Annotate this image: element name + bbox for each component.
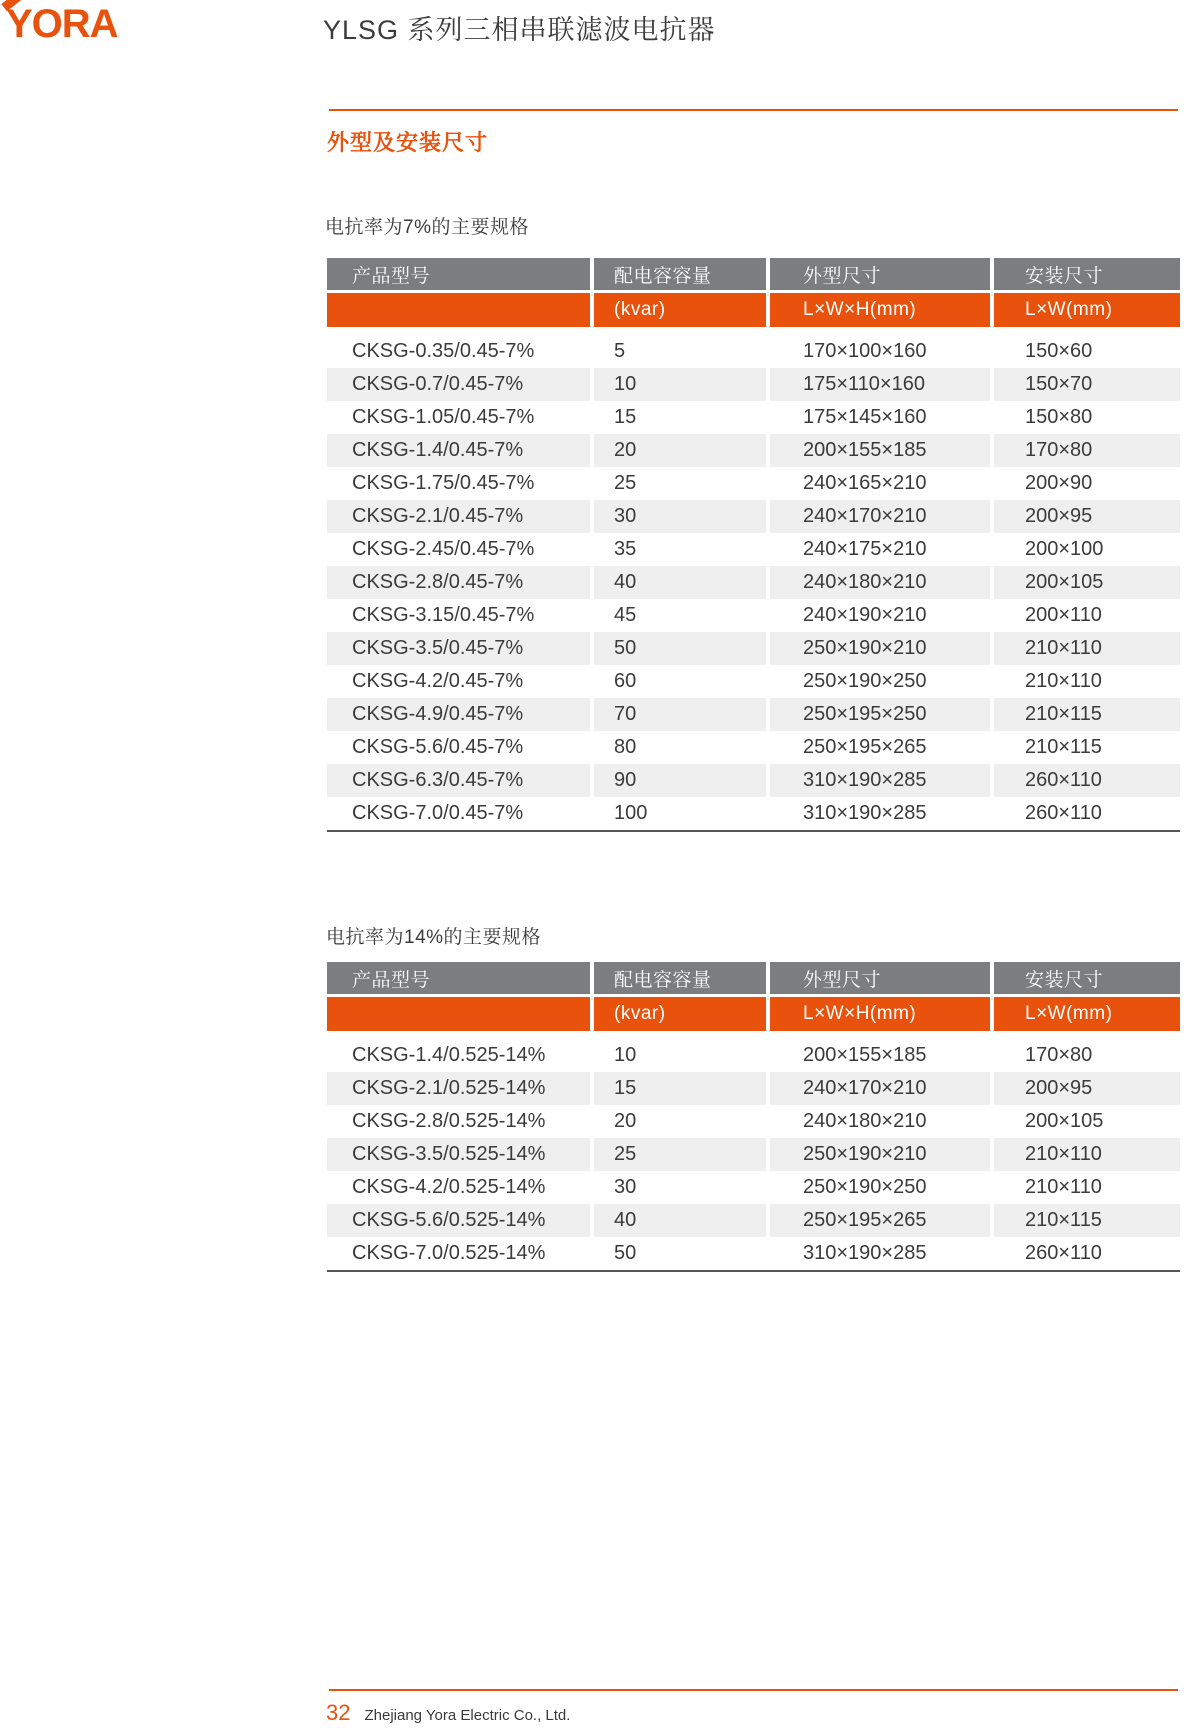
capacity-cell: 25 xyxy=(594,1138,766,1171)
model-cell: CKSG-3.15/0.45-7% xyxy=(327,599,590,632)
table-1-caption: 电抗率为7%的主要规格 xyxy=(325,217,529,238)
mounting-cell: 170×80 xyxy=(994,1039,1180,1072)
mounting-cell: 200×105 xyxy=(994,1105,1180,1138)
mounting-cell: 210×115 xyxy=(994,1204,1180,1237)
table-body xyxy=(327,1039,1180,1270)
mounting-cell: 150×70 xyxy=(994,368,1180,401)
capacity-cell: 10 xyxy=(594,368,766,401)
capacity-cell: 70 xyxy=(594,698,766,731)
dimensions-cell: 240×165×210 xyxy=(770,467,990,500)
table-subheader-row xyxy=(327,293,1180,327)
table-row xyxy=(327,434,1180,467)
table-body xyxy=(327,335,1180,830)
table-row xyxy=(327,500,1180,533)
table-row xyxy=(327,368,1180,401)
model-cell: CKSG-2.8/0.525-14% xyxy=(327,1105,590,1138)
table-subheader-row xyxy=(327,997,1180,1031)
title-divider-rule xyxy=(329,109,1178,111)
table-row xyxy=(327,566,1180,599)
model-cell: CKSG-3.5/0.45-7% xyxy=(327,632,590,665)
model-cell: CKSG-2.8/0.45-7% xyxy=(327,566,590,599)
dimensions-cell: 310×190×285 xyxy=(770,1237,990,1270)
mounting-cell: 210×110 xyxy=(994,1171,1180,1204)
model-cell: CKSG-3.5/0.525-14% xyxy=(327,1138,590,1171)
section-heading: 外型及安装尺寸 xyxy=(327,130,489,155)
capacity-cell: 5 xyxy=(594,335,766,368)
dimensions-cell: 250×190×250 xyxy=(770,1171,990,1204)
dimensions-cell: 250×190×210 xyxy=(770,1138,990,1171)
table-row xyxy=(327,1204,1180,1237)
page-title: YLSG 系列三相串联滤波电抗器 xyxy=(323,15,716,45)
spec-table-7-percent xyxy=(327,258,1180,832)
dimensions-cell: 175×145×160 xyxy=(770,401,990,434)
mounting-cell: 150×60 xyxy=(994,335,1180,368)
model-cell: CKSG-1.05/0.45-7% xyxy=(327,401,590,434)
mounting-cell: 200×95 xyxy=(994,500,1180,533)
column-unit-dimensions: L×W×H(mm) xyxy=(770,997,990,1031)
capacity-cell: 30 xyxy=(594,500,766,533)
dimensions-cell: 250×190×210 xyxy=(770,632,990,665)
logo-text: YORA xyxy=(6,2,118,46)
column-header-model: 产品型号 xyxy=(327,962,590,994)
capacity-cell: 15 xyxy=(594,1072,766,1105)
model-cell: CKSG-0.7/0.45-7% xyxy=(327,368,590,401)
column-unit-model xyxy=(327,293,590,327)
column-header-dimensions: 外型尺寸 xyxy=(770,962,990,994)
table-row xyxy=(327,335,1180,368)
dimensions-cell: 240×170×210 xyxy=(770,1072,990,1105)
mounting-cell: 260×110 xyxy=(994,1237,1180,1270)
capacity-cell: 10 xyxy=(594,1039,766,1072)
table-header-row xyxy=(327,258,1180,290)
dimensions-cell: 250×195×250 xyxy=(770,698,990,731)
capacity-cell: 40 xyxy=(594,1204,766,1237)
dimensions-cell: 175×110×160 xyxy=(770,368,990,401)
capacity-cell: 80 xyxy=(594,731,766,764)
table-row xyxy=(327,1237,1180,1270)
spec-table-14-percent xyxy=(327,962,1180,1272)
mounting-cell: 210×110 xyxy=(994,1138,1180,1171)
header-spacer xyxy=(327,327,1180,335)
capacity-cell: 60 xyxy=(594,665,766,698)
column-header-mounting: 安装尺寸 xyxy=(994,962,1180,994)
capacity-cell: 30 xyxy=(594,1171,766,1204)
dimensions-cell: 250×195×265 xyxy=(770,731,990,764)
dimensions-cell: 250×190×250 xyxy=(770,665,990,698)
dimensions-cell: 240×180×210 xyxy=(770,566,990,599)
table-header-row xyxy=(327,962,1180,994)
model-cell: CKSG-1.4/0.45-7% xyxy=(327,434,590,467)
table-row xyxy=(327,698,1180,731)
table-row xyxy=(327,1072,1180,1105)
mounting-cell: 210×110 xyxy=(994,665,1180,698)
table-row xyxy=(327,1039,1180,1072)
capacity-cell: 50 xyxy=(594,1237,766,1270)
dimensions-cell: 240×175×210 xyxy=(770,533,990,566)
model-cell: CKSG-7.0/0.45-7% xyxy=(327,797,590,830)
capacity-cell: 40 xyxy=(594,566,766,599)
dimensions-cell: 240×180×210 xyxy=(770,1105,990,1138)
mounting-cell: 210×115 xyxy=(994,731,1180,764)
table-row xyxy=(327,665,1180,698)
capacity-cell: 35 xyxy=(594,533,766,566)
mounting-cell: 200×95 xyxy=(994,1072,1180,1105)
capacity-cell: 50 xyxy=(594,632,766,665)
page-number: 32 xyxy=(326,1700,351,1725)
column-unit-mounting: L×W(mm) xyxy=(994,997,1180,1031)
column-unit-mounting: L×W(mm) xyxy=(994,293,1180,327)
mounting-cell: 210×110 xyxy=(994,632,1180,665)
dimensions-cell: 170×100×160 xyxy=(770,335,990,368)
table-row xyxy=(327,1105,1180,1138)
dimensions-cell: 310×190×285 xyxy=(770,764,990,797)
page-footer xyxy=(326,1700,570,1726)
mounting-cell: 150×80 xyxy=(994,401,1180,434)
model-cell: CKSG-5.6/0.525-14% xyxy=(327,1204,590,1237)
table-row xyxy=(327,632,1180,665)
dimensions-cell: 250×195×265 xyxy=(770,1204,990,1237)
model-cell: CKSG-2.45/0.45-7% xyxy=(327,533,590,566)
column-unit-capacity: (kvar) xyxy=(594,997,766,1031)
capacity-cell: 20 xyxy=(594,434,766,467)
model-cell: CKSG-5.6/0.45-7% xyxy=(327,731,590,764)
mounting-cell: 260×110 xyxy=(994,797,1180,830)
table-row xyxy=(327,797,1180,830)
column-header-capacity: 配电容容量 xyxy=(594,258,766,290)
dimensions-cell: 240×190×210 xyxy=(770,599,990,632)
mounting-cell: 200×100 xyxy=(994,533,1180,566)
model-cell: CKSG-4.2/0.525-14% xyxy=(327,1171,590,1204)
model-cell: CKSG-6.3/0.45-7% xyxy=(327,764,590,797)
mounting-cell: 210×115 xyxy=(994,698,1180,731)
table-2-caption: 电抗率为14%的主要规格 xyxy=(326,927,542,948)
column-header-mounting: 安装尺寸 xyxy=(994,258,1180,290)
dimensions-cell: 200×155×185 xyxy=(770,434,990,467)
mounting-cell: 200×110 xyxy=(994,599,1180,632)
model-cell: CKSG-2.1/0.45-7% xyxy=(327,500,590,533)
dimensions-cell: 240×170×210 xyxy=(770,500,990,533)
column-header-dimensions: 外型尺寸 xyxy=(770,258,990,290)
mounting-cell: 200×105 xyxy=(994,566,1180,599)
model-cell: CKSG-4.9/0.45-7% xyxy=(327,698,590,731)
table-row xyxy=(327,533,1180,566)
column-header-model: 产品型号 xyxy=(327,258,590,290)
model-cell: CKSG-0.35/0.45-7% xyxy=(327,335,590,368)
capacity-cell: 15 xyxy=(594,401,766,434)
capacity-cell: 20 xyxy=(594,1105,766,1138)
dimensions-cell: 310×190×285 xyxy=(770,797,990,830)
model-cell: CKSG-4.2/0.45-7% xyxy=(327,665,590,698)
dimensions-cell: 200×155×185 xyxy=(770,1039,990,1072)
company-logo xyxy=(6,2,118,47)
capacity-cell: 25 xyxy=(594,467,766,500)
header-spacer xyxy=(327,1031,1180,1039)
model-cell: CKSG-7.0/0.525-14% xyxy=(327,1237,590,1270)
table-row xyxy=(327,467,1180,500)
table-row xyxy=(327,401,1180,434)
table-row xyxy=(327,1171,1180,1204)
column-header-capacity: 配电容容量 xyxy=(594,962,766,994)
table-row xyxy=(327,731,1180,764)
table-row xyxy=(327,599,1180,632)
footer-divider-rule xyxy=(329,1689,1178,1691)
footer-company-name: Zhejiang Yora Electric Co., Ltd. xyxy=(364,1707,571,1724)
model-cell: CKSG-1.4/0.525-14% xyxy=(327,1039,590,1072)
column-unit-capacity: (kvar) xyxy=(594,293,766,327)
capacity-cell: 45 xyxy=(594,599,766,632)
column-unit-model xyxy=(327,997,590,1031)
model-cell: CKSG-2.1/0.525-14% xyxy=(327,1072,590,1105)
capacity-cell: 90 xyxy=(594,764,766,797)
mounting-cell: 260×110 xyxy=(994,764,1180,797)
mounting-cell: 200×90 xyxy=(994,467,1180,500)
column-unit-dimensions: L×W×H(mm) xyxy=(770,293,990,327)
capacity-cell: 100 xyxy=(594,797,766,830)
model-cell: CKSG-1.75/0.45-7% xyxy=(327,467,590,500)
table-row xyxy=(327,764,1180,797)
mounting-cell: 170×80 xyxy=(994,434,1180,467)
table-row xyxy=(327,1138,1180,1171)
